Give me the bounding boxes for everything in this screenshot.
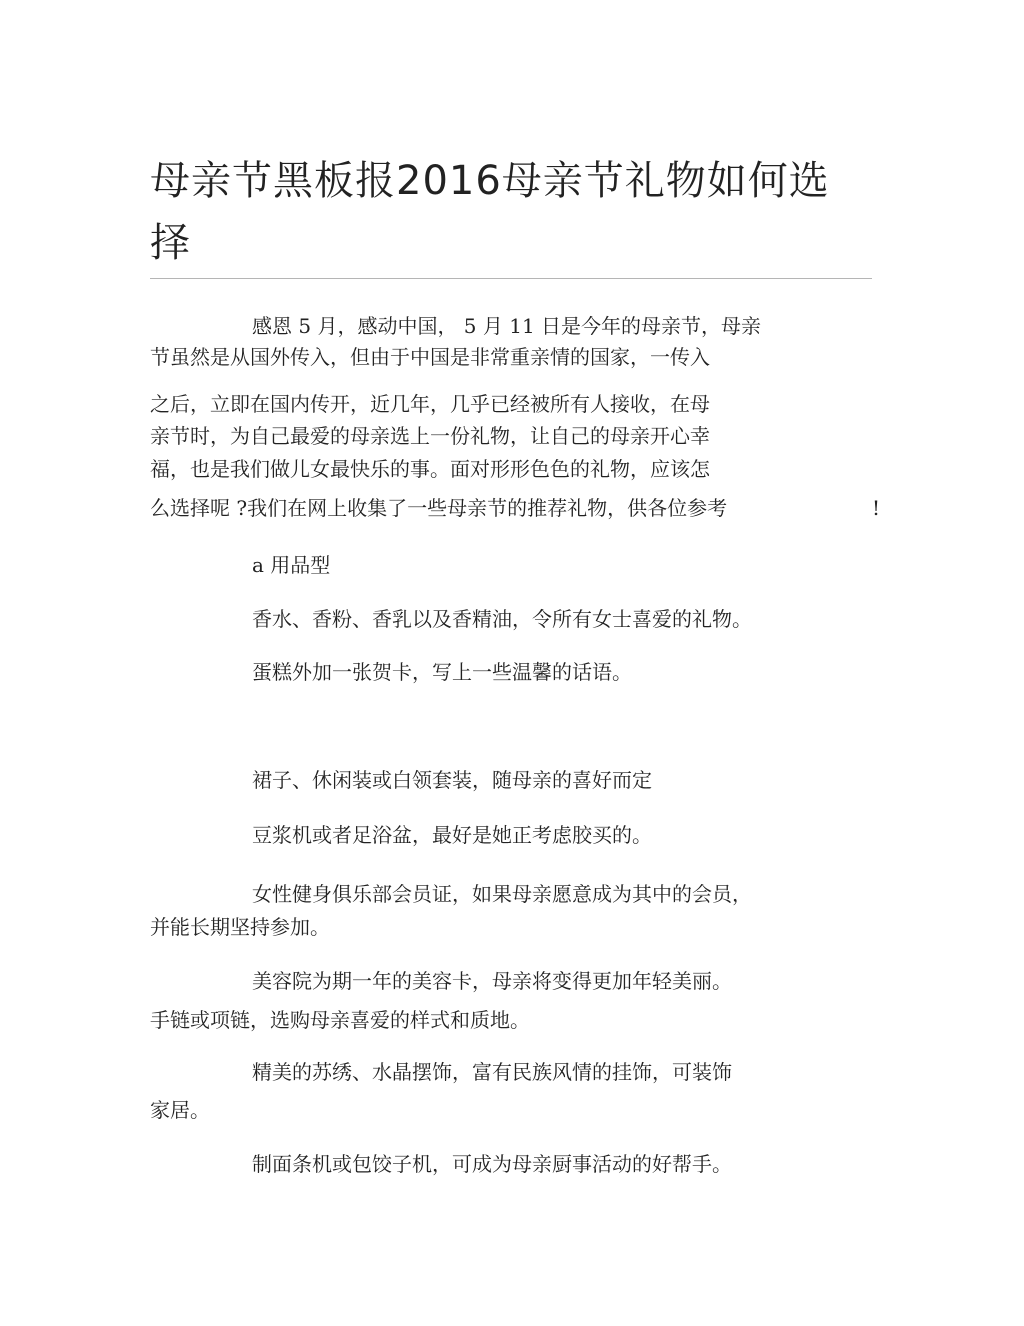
intro-line-1: 感恩 5 月，感动中国， 5 月 11 日是今年的母亲节，母亲 [252,314,762,338]
intro-line-2: 节虽然是从国外传入，但由于中国是非常重亲情的国家，一传入 [150,345,710,369]
document-title: 母亲节黑板报2016母亲节礼物如何选择 [150,158,830,266]
intro-line-6: 么选择呢 ?我们在网上收集了一些母亲节的推荐礼物，供各位参考 [150,496,728,520]
gift-item-jewelry: 手链或项链，选购母亲喜爱的样式和质地。 [150,1008,530,1032]
intro-line-4: 亲节时，为自己最爱的母亲选上一份礼物，让自己的母亲开心幸 [150,424,710,448]
gift-item-cake: 蛋糕外加一张贺卡，写上一些温馨的话语。 [252,660,632,684]
intro-end-mark: ! [872,496,881,520]
gift-item-fitness-cont: 并能长期坚持参加。 [150,915,330,939]
gift-item-perfume: 香水、香粉、香乳以及香精油，令所有女士喜爱的礼物。 [252,607,752,631]
gift-item-appliance: 豆浆机或者足浴盆，最好是她正考虑胶买的。 [252,823,652,847]
gift-item-beauty: 美容院为期一年的美容卡，母亲将变得更加年轻美丽。 [252,969,732,993]
section-heading: a 用品型 [252,553,331,577]
intro-line-5: 福，也是我们做儿女最快乐的事。面对形形色色的礼物，应该怎 [150,457,710,481]
gift-item-decor: 精美的苏绣、水晶摆饰，富有民族风情的挂饰，可装饰 [252,1060,732,1084]
gift-item-decor-cont: 家居。 [150,1098,210,1122]
gift-item-kitchen: 制面条机或包饺子机，可成为母亲厨事活动的好帮手。 [252,1152,732,1176]
gift-item-fitness: 女性健身俱乐部会员证，如果母亲愿意成为其中的会员， [252,882,752,906]
gift-item-clothing: 裙子、休闲装或白领套装，随母亲的喜好而定 [252,768,652,792]
intro-line-3: 之后，立即在国内传开，近几年，几乎已经被所有人接收，在母 [150,392,710,416]
title-divider [150,278,872,279]
